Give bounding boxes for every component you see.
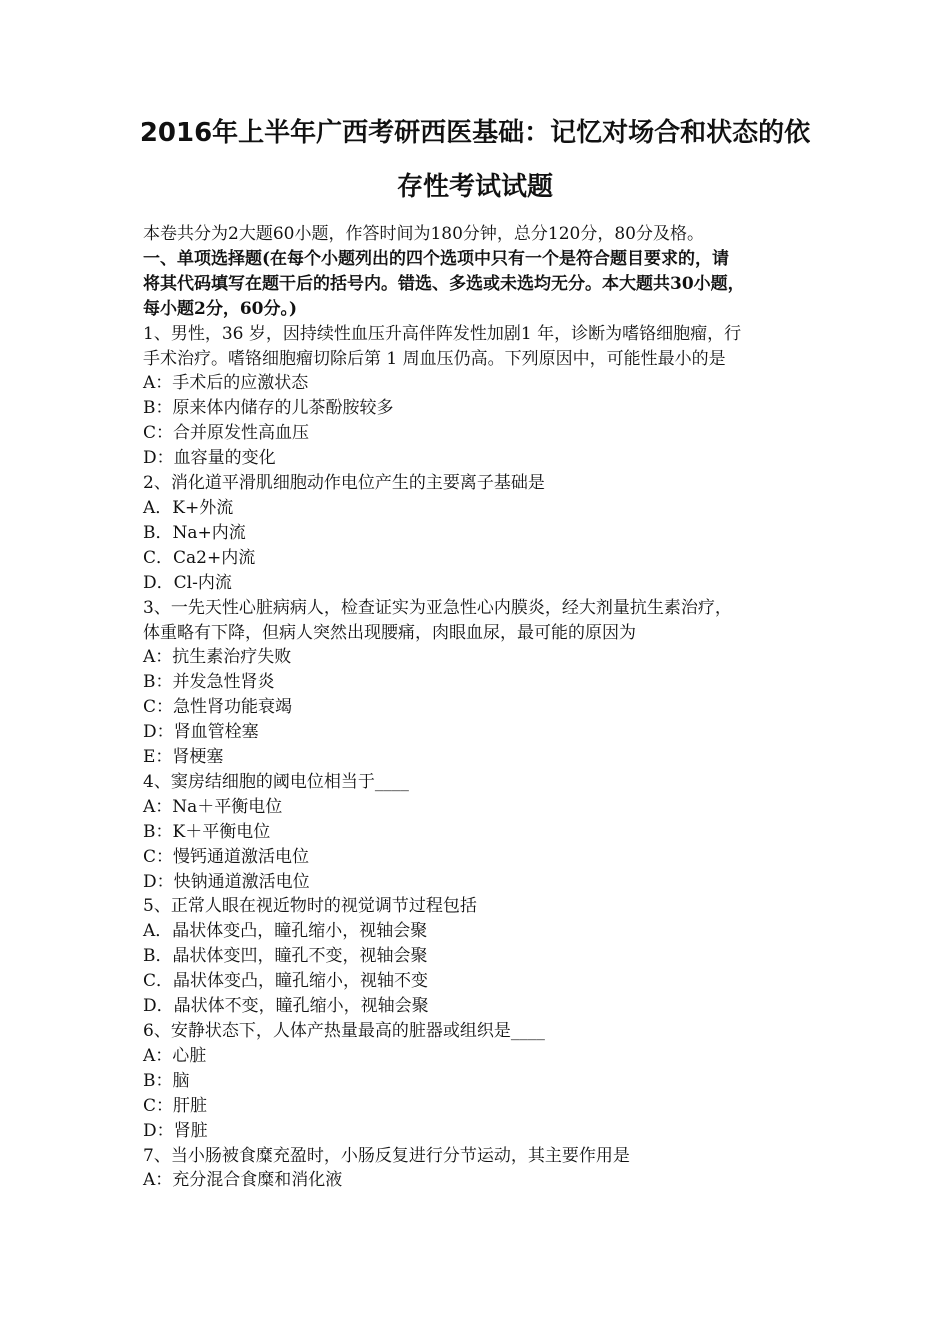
question-4-option: A：Na＋平衡电位 [143, 796, 283, 817]
question-5-stem: 5、正常人眼在视近物时的视觉调节过程包括 [143, 896, 477, 917]
question-7-stem: 7、当小肠被食糜充盈时，小肠反复进行分节运动，其主要作用是 [143, 1145, 630, 1166]
question-7-option: A：充分混合食糜和消化液 [143, 1170, 343, 1191]
question-6-option: A：心脏 [143, 1045, 207, 1066]
question-3-stem: 3、一先天性心脏病病人，检查证实为亚急性心内膜炎，经大剂量抗生素治疗， [143, 597, 732, 618]
question-1-option: D：血容量的变化 [143, 448, 276, 469]
question-5-option: B．晶状体变凹，瞳孔不变，视轴会聚 [143, 946, 428, 967]
question-2-option: D．Cl-内流 [143, 572, 232, 593]
question-2-stem: 2、消化道平滑肌细胞动作电位产生的主要离子基础是 [143, 473, 545, 494]
section-heading-line: 将其代码填写在题干后的括号内。错选、多选或未选均无分。本大题共30小题， [143, 273, 745, 294]
question-1-stem: 手术治疗。嗜铬细胞瘤切除后第 1 周血压仍高。下列原因中，可能性最小的是 [143, 348, 726, 369]
question-3-option: B：并发急性肾炎 [143, 672, 275, 693]
question-2-option: C．Ca2+内流 [143, 547, 256, 568]
question-3-option: C：急性肾功能衰竭 [143, 697, 293, 718]
document-body [143, 222, 811, 1193]
title-line-1: 2016年上半年广西考研西医基础：记忆对场合和状态的依 [139, 118, 811, 148]
question-4-option: B：K＋平衡电位 [143, 821, 271, 842]
question-6-option: C：肝脏 [143, 1095, 208, 1116]
intro-text: 本卷共分为2大题60小题，作答时间为180分钟，总分120分，80分及格。 [143, 224, 704, 244]
question-3-stem: 体重略有下降，但病人突然出现腰痛，肉眼血尿，最可能的原因为 [143, 622, 636, 643]
question-3-option: D：肾血管栓塞 [143, 722, 259, 743]
question-2-option: B．Na+内流 [143, 522, 246, 543]
question-5-option: D．晶状体不变，瞳孔缩小，视轴会聚 [143, 996, 429, 1017]
question-4-stem: 4、窦房结细胞的阈电位相当于____ [143, 771, 409, 792]
section-heading-line: 每小题2分，60分。) [143, 298, 298, 319]
question-2-option: A．K+外流 [143, 497, 234, 518]
question-1-stem: 1、男性，36 岁，因持续性血压升高伴阵发性加剧1 年，诊断为嗜铬细胞瘤，行 [143, 323, 742, 344]
question-3-option: E：肾梗塞 [143, 747, 224, 768]
question-6-option: B：脑 [143, 1070, 190, 1091]
question-4-option: C：慢钙通道激活电位 [143, 846, 310, 867]
question-5-option: A．晶状体变凸，瞳孔缩小，视轴会聚 [143, 921, 428, 942]
question-6-stem: 6、安静状态下，人体产热量最高的脏器或组织是____ [143, 1021, 545, 1041]
title-line-2: 存性考试试题 [396, 172, 553, 202]
section-heading-line: 一、单项选择题(在每个小题列出的四个选项中只有一个是符合题目要求的，请 [143, 248, 730, 269]
question-1-option: C：合并原发性高血压 [143, 423, 310, 444]
question-3-option: A：抗生素治疗失败 [143, 647, 292, 668]
question-1-option: A：手术后的应激状态 [143, 373, 309, 394]
question-1-option: B：原来体内储存的儿茶酚胺较多 [143, 398, 394, 419]
question-6-option: D：肾脏 [143, 1120, 208, 1141]
question-4-option: D：快钠通道激活电位 [143, 871, 310, 892]
question-5-option: C．晶状体变凸，瞳孔缩小，视轴不变 [143, 971, 429, 992]
